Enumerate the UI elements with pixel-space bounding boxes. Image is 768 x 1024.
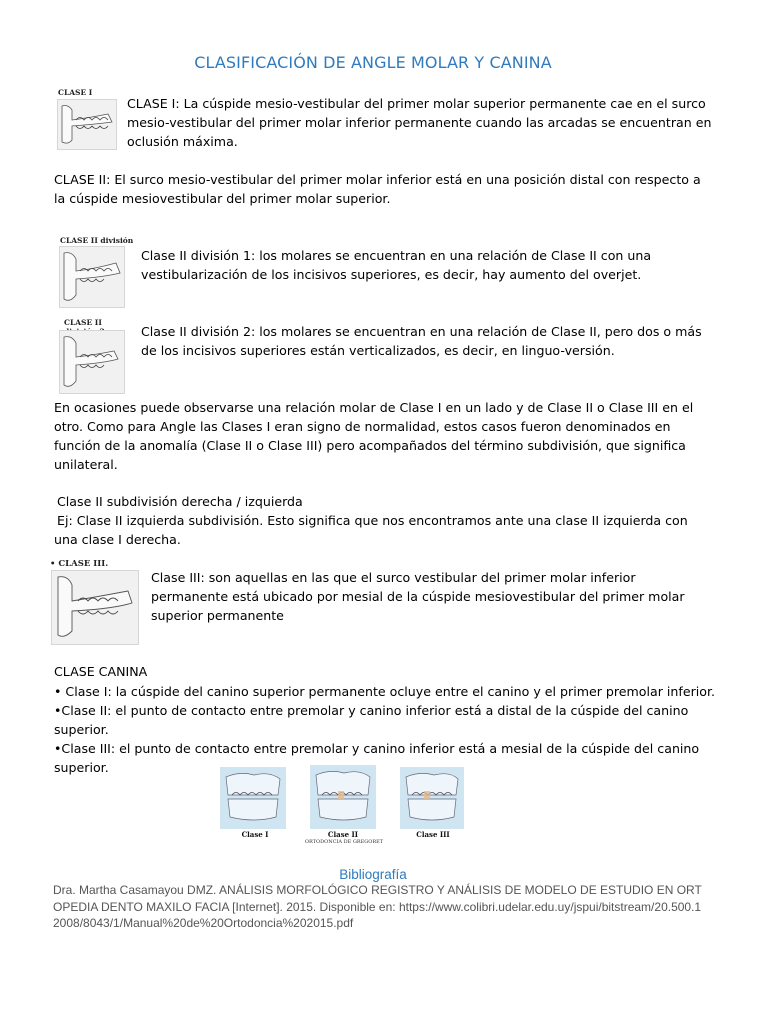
- clase-canina-figure: [220, 765, 464, 847]
- clase-ii-div1-figure: [56, 236, 134, 308]
- bibliography-heading: Bibliografía: [339, 867, 407, 882]
- tooth-occlusion-illustration: [60, 331, 124, 393]
- clase-ii-div2-figure-label: CLASE II: [64, 318, 102, 327]
- canina-item-2: •Clase II: el punto de contacto entre premolar y canino inferior está a distal de la cúspide del canino superior.: [54, 703, 689, 737]
- subdivision-heading: Clase II subdivisión derecha / izquierda: [57, 494, 303, 509]
- clase-ii-div2-figure: [56, 318, 134, 394]
- clase-ii-text: CLASE II: El surco mesio-vestibular del primer molar inferior está en una posición distal con respecto a la cúspide mesiovestibular del primer molar superior.: [54, 172, 701, 206]
- canina-item-1: • Clase I: la cúspide del canino superior permanente ocluye entre el canino y el primer premolar inferior.: [54, 684, 715, 699]
- tooth-occlusion-illustration: [60, 247, 124, 307]
- clase-ii-div2-text: Clase II división 2: los molares se encuentran en una relación de Clase II, pero dos o más de los incisivos superiores están verticalizados, es decir, en linguo-versión.: [141, 324, 702, 358]
- canina-item-3: •Clase III: el punto de contacto entre premolar y canino inferior está a mesial de la cúspide del canino superior.: [54, 741, 700, 775]
- page-title: CLASIFICACIÓN DE ANGLE MOLAR Y CANINA: [194, 53, 552, 72]
- bibliography-entry: Dra. Martha Casamayou DMZ. ANÁLISIS MORFOLÓGICO REGISTRO Y ANÁLISIS DE MODELO DE ESTUDIO EN ORTOPEDIA DENTO MAXILO FACIA [Internet]. 2015. Disponible en: https://www.colibri.udelar.edu.uy/jspui/bitstream/20.500.12008/8043/1/Manual%20de%20Ortodoncia%202015.pdf: [53, 883, 702, 930]
- clase-ii-div1-figure-label: CLASE II división: [60, 236, 134, 245]
- canine-occlusion-illustration: [310, 765, 376, 829]
- canina-caption-1: Clase I: [241, 830, 269, 839]
- canina-figure-credit: ORTODONCIA DE GREGORET: [304, 839, 384, 845]
- clase-i-figure: [55, 88, 119, 150]
- subdivision-example: Ej: Clase II izquierda subdivisión. Esto significa que nos encontramos ante una clase II izquierda con una clase I derecha.: [54, 513, 688, 547]
- tooth-occlusion-illustration: [52, 571, 138, 644]
- clase-i-figure-label: CLASE I: [58, 88, 93, 97]
- clase-canina-heading: CLASE CANINA: [54, 664, 148, 679]
- clase-ii-div1-text: Clase II división 1: los molares se encuentran en una relación de Clase II con una vestibularización de los incisivos superiores, es decir, hay aumento del overjet.: [141, 248, 652, 282]
- clase-iii-figure: [50, 559, 142, 645]
- canine-occlusion-illustration: [220, 767, 286, 829]
- clase-i-text: CLASE I: La cúspide mesio-vestibular del primer molar superior permanente cae en el surco mesio-vestibular del primer molar inferior permanente cuando las arcadas se encuentran en oclusión máxima.: [127, 96, 712, 149]
- clase-iii-figure-label: • CLASE III.: [50, 559, 109, 569]
- subdivision-text: En ocasiones puede observarse una relación molar de Clase I en un lado y de Clase II o Clase III en el otro. Como para Angle las Clases I eran signo de normalidad, estos casos fueron denominados en función de la anomalía (Clase II o Clase III) pero acompañados del término subdivisión, que significa unilateral.: [54, 400, 694, 472]
- canine-occlusion-illustration: [400, 767, 464, 829]
- clase-iii-text: Clase III: son aquellas en las que el surco vestibular del primer molar inferior permanente está ubicado por mesial de la cúspide mesiovestibular del primer molar superior permanente: [151, 570, 685, 623]
- canina-caption-3: Clase III: [416, 830, 450, 839]
- canina-caption-2: Clase II: [327, 830, 359, 839]
- tooth-occlusion-illustration: [58, 100, 116, 149]
